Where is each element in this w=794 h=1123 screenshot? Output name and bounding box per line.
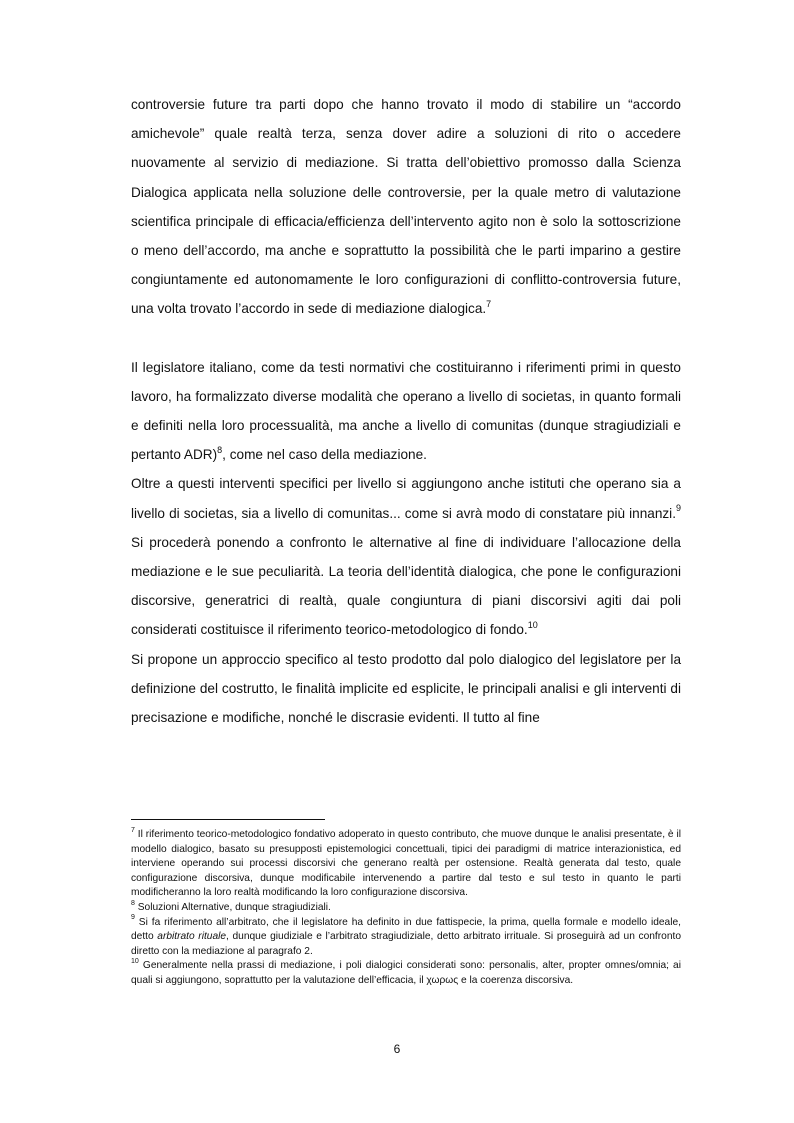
footnote-9 <box>131 916 681 960</box>
footnote-text: Si fa riferimento all’arbitrato, che il legislatore ha definito in due fattispecie, la prima, quella formale e modello ideale, detto <box>131 916 681 943</box>
footnote-ref-8[interactable]: 8 <box>217 444 223 455</box>
paragraph-3-tail: Si procederà ponendo a confronto le alternative al fine di individuare l’allocazione della mediazione e le sue peculiarità. La teoria dell’identità dialogica, che pone le configurazioni discorsive, generatrici di realtà, quale congiuntura di piani discorsivi agiti dai poli considerati costituisce il riferimento teorico-metodologico di fondo. <box>131 534 681 638</box>
paragraph-2-text: Il legislatore italiano, come da testi normativi che costituiranno i riferimenti primi in questo lavoro, ha formalizzato diverse modalità che operano a livello di societas, in quanto formali e definiti nella loro processualità, ma anche a livello di comunitas (dunque stragiudiziali e pertanto ADR) <box>131 359 681 463</box>
footnote-8 <box>131 901 681 916</box>
paragraph-2-tail: , come nel caso della mediazione. <box>222 447 427 463</box>
footnote-italic-term: arbitrato rituale <box>157 931 227 943</box>
paragraph-4-text: Si propone un approccio specifico al testo prodotto dal polo dialogico del legislatore per la definizione del costrutto, le finalità implicite ed esplicite, le principali analisi e gli interventi di precisazione e modifiche, nonché le discrasie evidenti. Il tutto al fine <box>131 651 681 726</box>
page-number: 6 <box>393 1042 401 1056</box>
footnote-ref-7[interactable]: 7 <box>486 298 492 309</box>
footnote-text-tail: , dunque giudiziale e l’arbitrato stragiudiziale, detto arbitrato irrituale. Si proseguirà ad un confronto diretto con la mediazione al paragrafo 2. <box>131 931 681 957</box>
paragraph-3-text: Oltre a questi interventi specifici per livello si aggiungono anche istituti che operano sia a livello di societas, sia a livello di comunitas... come si avrà modo di constatare più innanzi. <box>131 476 681 521</box>
paragraph-1 <box>131 90 681 324</box>
paragraph-2 <box>131 353 681 470</box>
body-text <box>131 90 681 732</box>
footnote-number: 10 <box>131 957 139 965</box>
footnote-number: 8 <box>131 899 135 907</box>
footnote-number: 9 <box>131 914 135 922</box>
footnotes <box>131 828 681 989</box>
paragraph-3 <box>131 469 681 644</box>
footnote-ref-9[interactable]: 9 <box>675 503 681 514</box>
paragraph-gap <box>131 324 681 353</box>
footnote-ref-10[interactable]: 10 <box>527 619 538 630</box>
footnote-number: 7 <box>131 826 135 834</box>
footnote-text: Generalmente nella prassi di mediazione, i poli dialogici considerati sono: personalis, alter, propter omnes/omnia; ai quali si aggiungono, soprattutto per la valutazione dell’efficacia, il χωρως e la coerenza discorsiva. <box>131 960 681 986</box>
paragraph-4 <box>131 645 681 733</box>
footnote-separator <box>131 819 325 820</box>
footnote-7 <box>131 828 681 901</box>
footnote-text: Soluzioni Alternative, dunque stragiudiziali. <box>134 901 331 913</box>
footnote-text: Il riferimento teorico-metodologico fondativo adoperato in questo contributo, che muove dunque le analisi presentate, è il modello dialogico, basato su presupposti epistemologici concettuali, tipici dei paradigmi di matrice interazionistica, ed interviene operando sui processi discorsivi che generano realtà per ostensione. Realtà generata dal testo, quale configurazione discorsiva, dunque modificabile intervenendo a partire dal testo e sul testo in quanto le parti modificheranno la loro realtà modificando la loro configurazione discorsiva. <box>131 829 681 899</box>
paragraph-1-text: controversie future tra parti dopo che hanno trovato il modo di stabilire un “accordo amichevole” quale realtà terza, senza dover adire a soluzioni di rito o accedere nuovamente al servizio di mediazione. Si tratta dell’obiettivo promosso dalla Scienza Dialogica applicata nella soluzione delle controversie, per la quale metro di valutazione scientifica principale di efficacia/efficienza dell’intervento agito non è solo la sottoscrizione o meno dell’accordo, ma anche e soprattutto la possibilità che le parti imparino a gestire congiuntamente ed autonomamente le loro configurazioni di conflitto-controversia future, una volta trovato l’accordo in sede di mediazione dialogica. <box>131 97 681 317</box>
footnote-10 <box>131 959 681 988</box>
